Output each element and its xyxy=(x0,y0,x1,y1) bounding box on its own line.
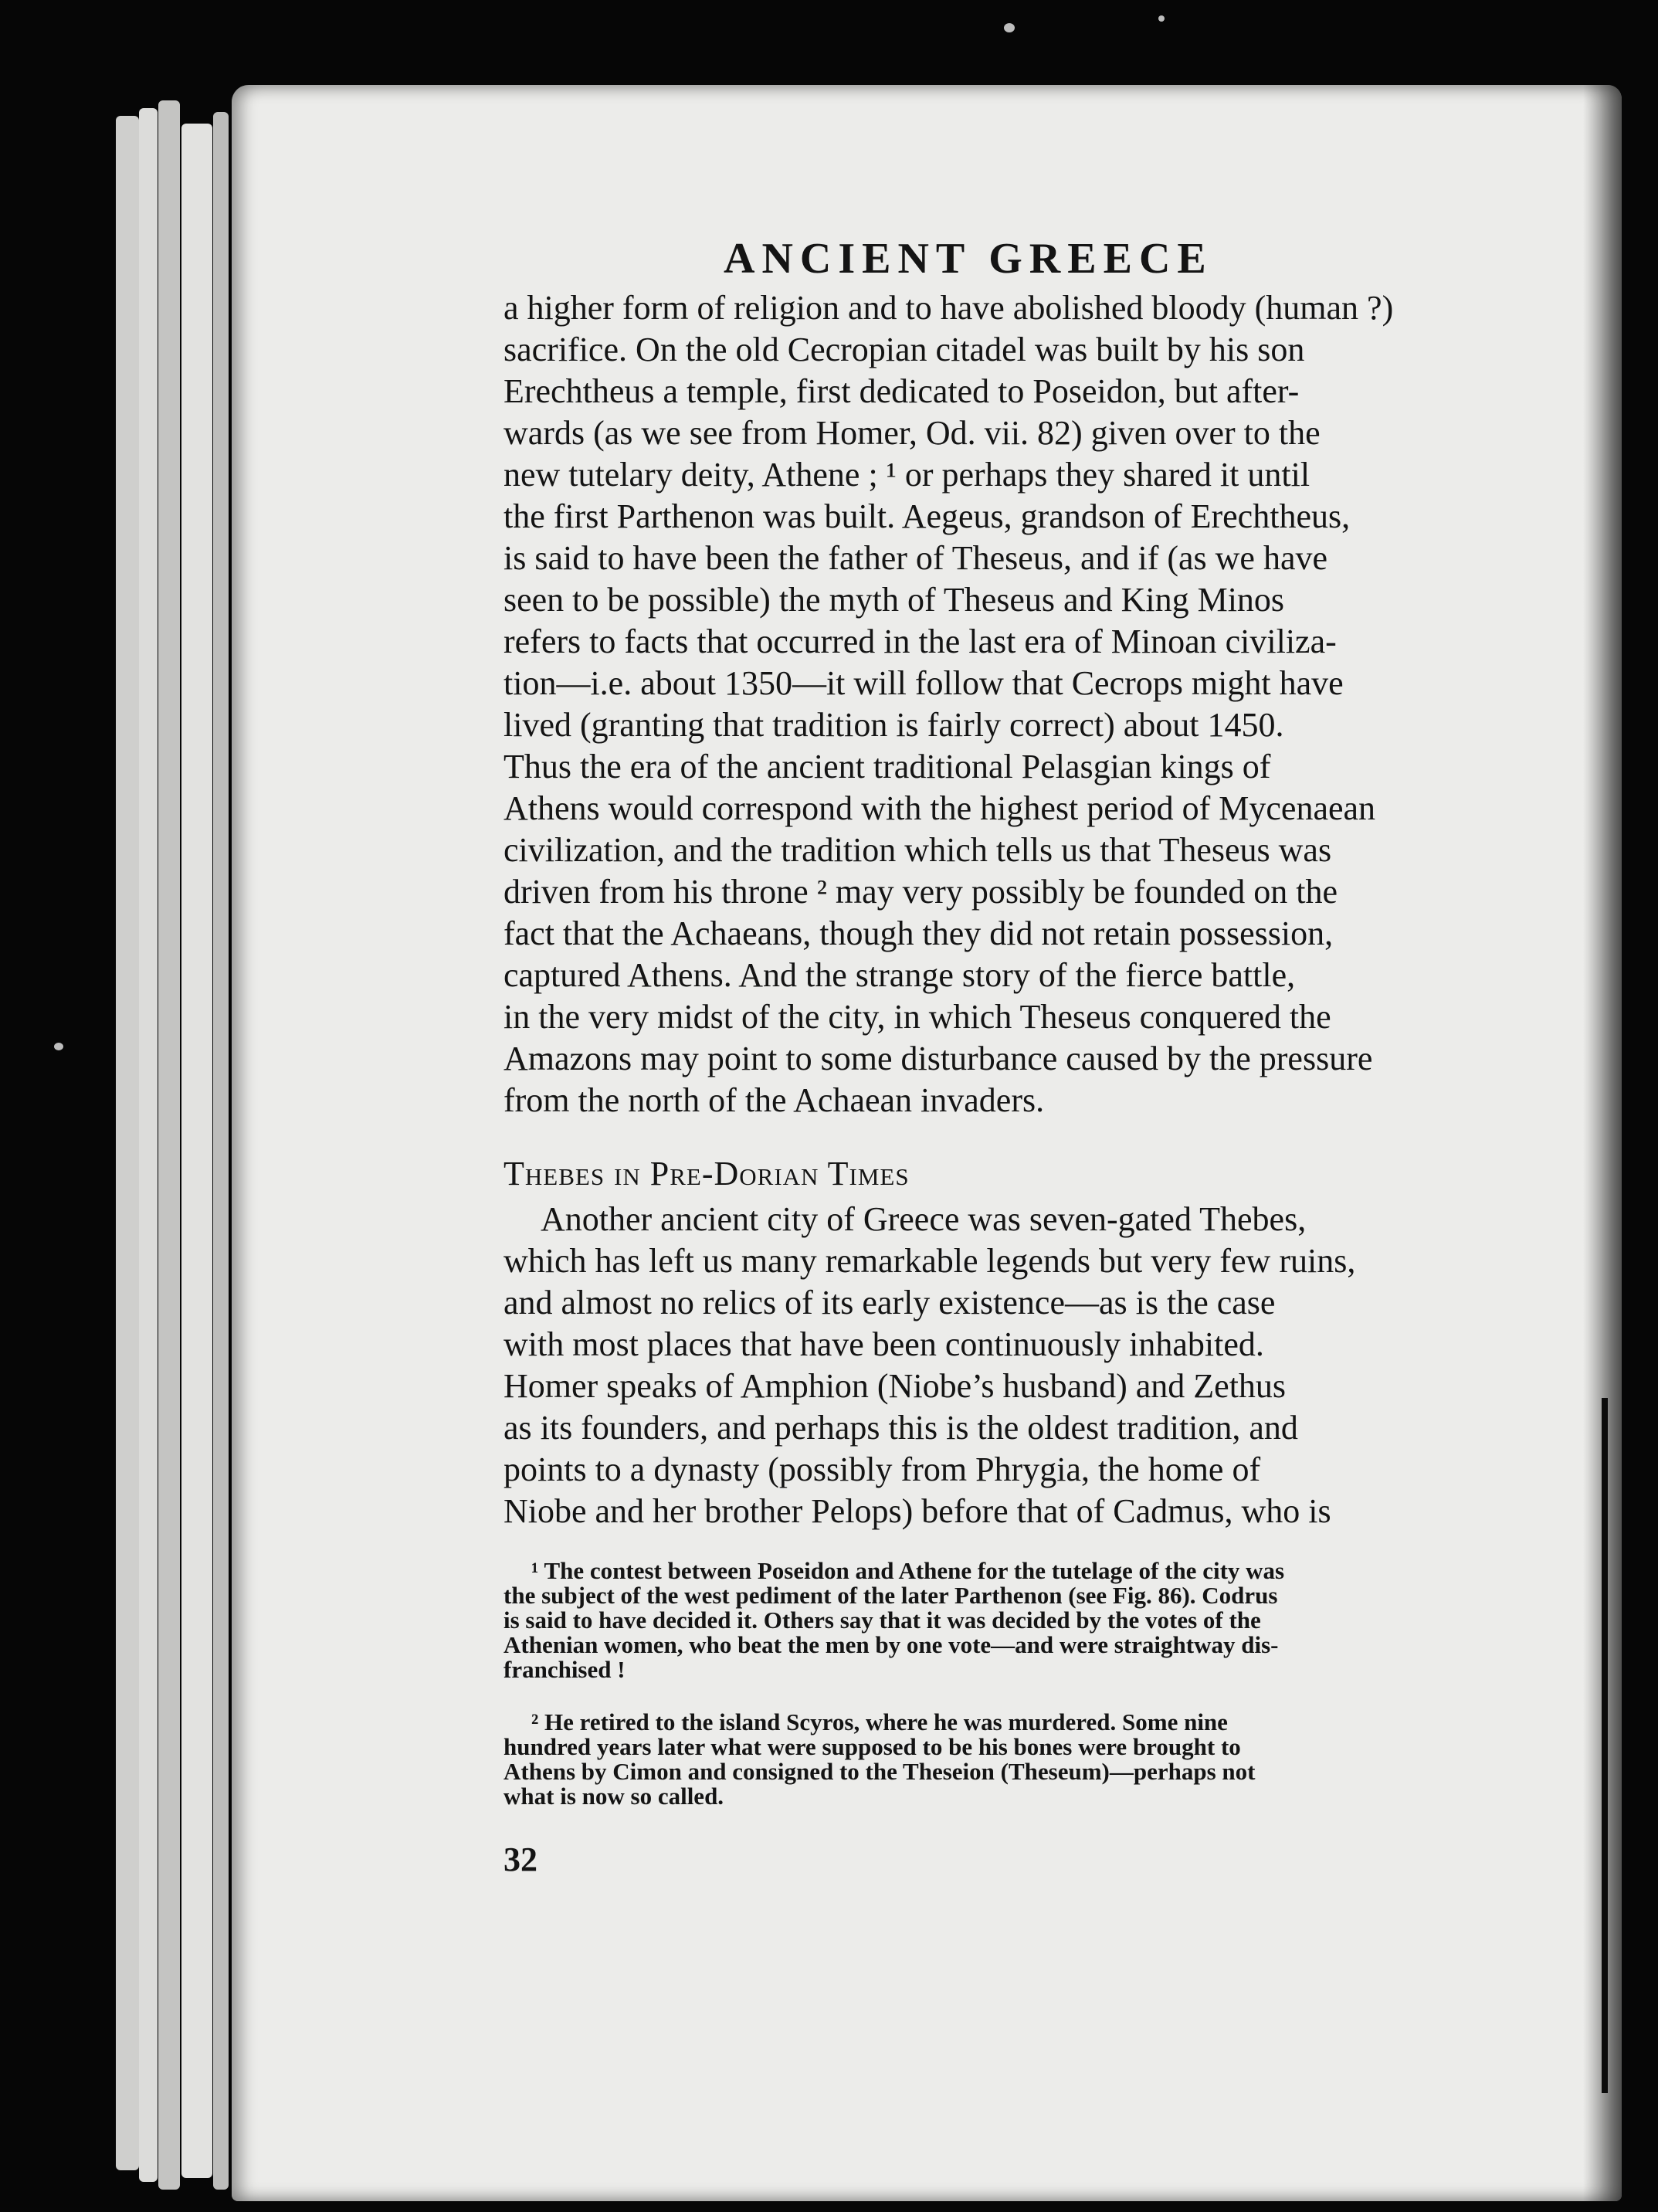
text-line: the first Parthenon was built. Aegeus, grandson of Erechtheus, xyxy=(504,497,1351,535)
text-line: wards (as we see from Homer, Od. vii. 82) given over to the xyxy=(504,414,1321,452)
page-edge xyxy=(139,108,158,2182)
footnote-line: what is now so called. xyxy=(504,1783,724,1810)
text-line: captured Athens. And the strange story of the fierce battle, xyxy=(504,956,1296,994)
text-line: as its founders, and perhaps this is the oldest tradition, and xyxy=(504,1409,1298,1447)
text-line: with most places that have been continuously inhabited. xyxy=(504,1325,1264,1363)
text-line: refers to facts that occurred in the last era of Minoan civiliza- xyxy=(504,623,1337,660)
text-line: driven from his throne ² may very possibly be founded on the xyxy=(504,873,1338,911)
section-heading: Thebes in Pre-Dorian Times xyxy=(504,1155,910,1193)
text-line: and almost no relics of its early existence—as is the case xyxy=(504,1284,1276,1321)
text-line: seen to be possible) the myth of Theseus and King Minos xyxy=(504,581,1285,619)
page-edge xyxy=(181,124,212,2178)
footnote-line: Athens by Cimon and consigned to the Theseion (Theseum)—perhaps not xyxy=(504,1758,1256,1785)
dust-speck xyxy=(54,1043,63,1050)
binding-edge xyxy=(1602,1398,1608,2093)
text-line: Niobe and her brother Pelops) before that of Cadmus, who is xyxy=(504,1492,1331,1530)
text-line: which has left us many remarkable legends but very few ruins, xyxy=(504,1242,1356,1280)
footnote-2 xyxy=(504,1710,1498,1809)
footnote-line: Athenian women, who beat the men by one vote—and were straightway dis- xyxy=(504,1631,1279,1658)
text-line: lived (granting that tradition is fairly correct) about 1450. xyxy=(504,706,1284,744)
text-line: fact that the Achaeans, though they did not retain possession, xyxy=(504,914,1334,952)
footnote-line: ² He retired to the island Scyros, where he was murdered. Some nine xyxy=(531,1708,1228,1735)
footnote-line: ¹ The contest between Poseidon and Athene for the tutelage of the city was xyxy=(531,1557,1285,1584)
text-line: tion—i.e. about 1350—it will follow that Cecrops might have xyxy=(504,664,1344,702)
text-line: from the north of the Achaean invaders. xyxy=(504,1081,1045,1119)
text-line: Amazons may point to some disturbance caused by the pressure xyxy=(504,1040,1373,1077)
footnote-line: hundred years later what were supposed to be his bones were brought to xyxy=(504,1733,1241,1760)
text-line: is said to have been the father of Theseus, and if (as we have xyxy=(504,539,1328,577)
text-line: a higher form of religion and to have abolished bloody (human ?) xyxy=(504,289,1394,327)
text-line: Athens would correspond with the highest period of Mycenaean xyxy=(504,789,1376,827)
text-line: new tutelary deity, Athene ; ¹ or perhaps they shared it until xyxy=(504,456,1310,494)
text-line: Another ancient city of Greece was seven-gated Thebes, xyxy=(541,1200,1307,1238)
page-edge xyxy=(213,112,229,2190)
page-number: 32 xyxy=(504,1841,537,1878)
footnote-line: is said to have decided it. Others say that it was decided by the votes of the xyxy=(504,1606,1261,1634)
text-line: Homer speaks of Amphion (Niobe’s husband) and Zethus xyxy=(504,1367,1287,1405)
text-line: points to a dynasty (possibly from Phrygia, the home of xyxy=(504,1450,1261,1488)
footnote-line: franchised ! xyxy=(504,1656,626,1683)
text-line: Erechtheus a temple, first dedicated to Poseidon, but after- xyxy=(504,372,1300,410)
footnote-1 xyxy=(504,1559,1498,1682)
page-edge xyxy=(116,116,139,2170)
footnote-line: the subject of the west pediment of the later Parthenon (see Fig. 86). Codrus xyxy=(504,1582,1278,1609)
dust-speck xyxy=(1158,15,1165,22)
paragraph-2 xyxy=(504,1199,1498,1532)
running-head: ANCIENT GREECE xyxy=(724,235,1213,283)
page-edge xyxy=(158,100,180,2190)
text-line: sacrifice. On the old Cecropian citadel was built by his son xyxy=(504,331,1305,368)
text-line: in the very midst of the city, in which Theseus conquered the xyxy=(504,998,1331,1036)
text-line: civilization, and the tradition which tells us that Theseus was xyxy=(504,831,1332,869)
dust-speck xyxy=(1004,23,1015,32)
text-line: Thus the era of the ancient traditional Pelasgian kings of xyxy=(504,748,1271,785)
paragraph-1 xyxy=(504,287,1498,1121)
